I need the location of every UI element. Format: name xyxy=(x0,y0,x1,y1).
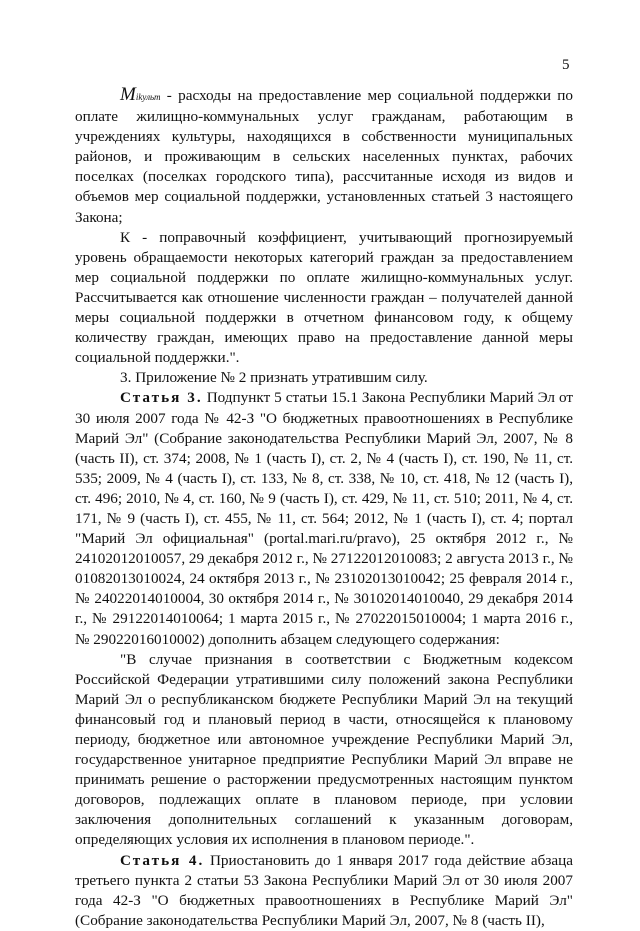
item-3-paragraph: 3. Приложение № 2 признать утратившим силу. xyxy=(120,369,428,387)
article-4-text: Приостановить до 1 января 2017 года действие абзаца третьего пункта 2 статьи 53 Закона Республики Марий Эл от 30 июля 2007 года 42-З "О бюджетных правоотношениях в Республике Марий Эл" (Собрание законодательства Республики Марий Эл, 2007, № 8 (часть II), xyxy=(75,851,574,929)
article-3-paragraph xyxy=(75,388,573,649)
m-symbol: M xyxy=(120,84,136,105)
m-subscript: ikульт xyxy=(135,92,161,102)
page-number: 5 xyxy=(562,57,570,73)
k-definition-paragraph: К - поправочный коэффициент, учитывающий прогнозируемый уровень обращаемости некоторых категорий граждан за предоставлением мер социальной поддержки по оплате жилищно-коммунальных услуг. Рассчитывается как отношение численности граждан – получателей данной меры социальной поддержки в отчетном финансовом году, к общему количеству граждан, имеющих право на предоставление данной меры социальной поддержки.". xyxy=(75,228,573,367)
article-4-paragraph xyxy=(75,851,573,931)
document-body xyxy=(75,85,573,931)
article-4-label: Статья 4. xyxy=(120,851,205,869)
m-definition-paragraph xyxy=(75,85,573,228)
m-definition-text: - расходы на предоставление мер социальной поддержки по оплате жилищно-коммунальных услуг гражданам, работающим в учреждениях культуры, находящихся в собственности муниципальных районов, и проживающим в сельских населенных пунктах, рабочих поселках (поселках городского типа), рассчитанные исходя из видов и объемов мер социальной поддержки, установленных статьей 3 настоящего Закона; xyxy=(75,87,573,226)
article-3-label: Статья 3. xyxy=(120,389,203,407)
article-3-text: Подпункт 5 статьи 15.1 Закона Республики Марий Эл от 30 июля 2007 года № 42-З "О бюджетных правоотношениях в Республике Марий Эл" (Собрание законодательства Республики Марий Эл, 2007, № 8 (часть II), ст. 374; 2008, № 1 (часть I), ст. 2, № 4 (часть I), ст. 190, № 11, ст. 535; 2009, № 4 (часть I), ст. 133, № 8, ст. 338, № 10, ст. 418, № 12 (часть I), ст. 496; 2010, № 4, ст. 160, № 9 (часть I), ст. 429, № 11, ст. 510; 2011, № 4, ст. 171, № 9 (часть I), ст. 455, № 11, ст. 564; 2012, № 1 (часть I), ст. 4; портал "Марий Эл официальная" (portal.mari.ru/pravo), 25 октября 2012 г., № 24102012010057, 29 декабря 2012 г., № 27122012010083; 2 августа 2013 г., № 01082013010024, 24 октября 2013 г., № 23102013010042; 25 февраля 2014 г., № 24022014010004, 30 октября 2014 г., № 30102014010040, 29 декабря 2014 г., № 29122014010064; 1 марта 2015 г., № 27022015010004; 1 марта 2016 г., № 29022016010002) дополнить абзацем следующего содержания: xyxy=(75,389,573,648)
quoted-paragraph: "В случае признания в соответствии с Бюджетным кодексом Российской Федерации утратившими силу положений закона Республики Марий Эл о республиканском бюджете Республики Марий Эл на текущий финансовый год и плановый период в части, относящейся к плановому периоду, бюджетное или автономное учреждение Республики Марий Эл, государственное унитарное предприятие Республики Марий Эл вправе не принимать решение о расторжении предусмотренных настоящим пунктом договоров, подлежащих оплате в плановом периоде, при условии заключения дополнительных соглашений к указанным договорам, определяющих условия их исполнения в плановом периоде.". xyxy=(75,650,573,849)
